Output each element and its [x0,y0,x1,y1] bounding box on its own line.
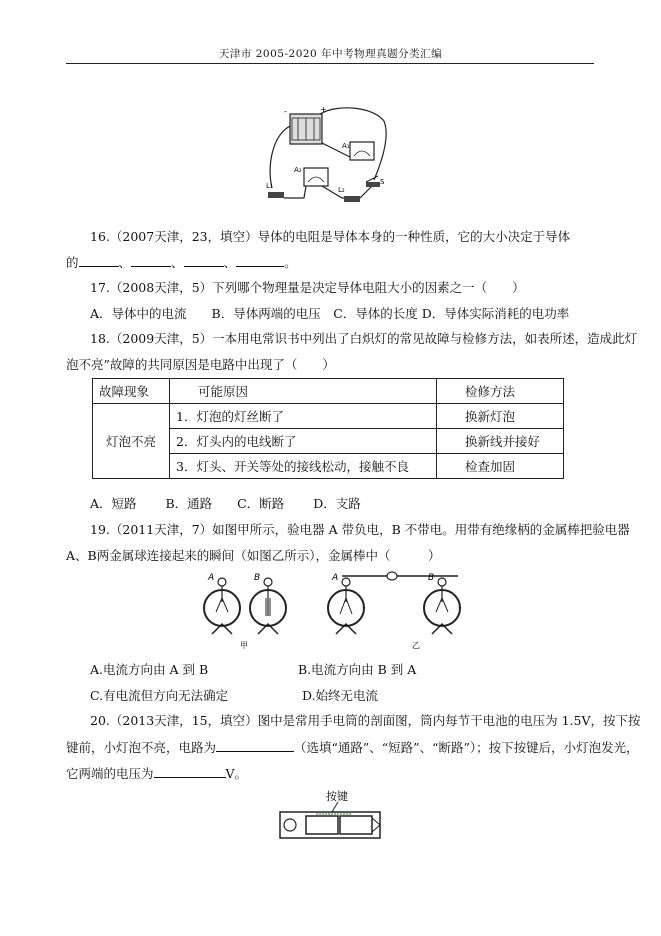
q19-line2: A、B两金属球连接起来的瞬间（如图乙所示），金属棒中（ ） [66,548,441,563]
table-cause-cell: 1．灯泡的灯丝断了 [170,404,437,429]
q16-prefix: 的 [66,255,79,270]
q16-end: 。 [284,255,297,270]
q16-line1: 16.（2007天津，23，填空）导体的电阻是导体本身的一种性质，它的大小决定于导体 [90,229,571,244]
label-b-yi: B [428,573,435,583]
spring-icon [372,818,380,832]
q19-option-a: A.电流方向由 A 到 B [90,662,209,677]
label-a-yi: A [332,573,339,583]
q16-sep-3: 、 [223,255,237,270]
q20-blank-voltage[interactable] [154,765,226,778]
q20-blank-circuit[interactable] [216,739,294,752]
bulb-l2-label: L₂ [338,186,345,194]
switch-s [366,182,380,187]
q18-options: A．短路 B．通路 C．断路 D．支路 [90,496,361,511]
fault-table [92,378,564,479]
bulb-l1-label: L₁ [266,182,273,190]
q17-stem: 17.（2008天津，5）下列哪个物理量是决定导体电阻大小的因素之一（ ） [90,280,525,295]
q19-option-d: D.始终无电流 [302,688,379,703]
wire [270,126,290,188]
table-cause-cell: 2．灯头内的电线断了 [170,429,437,454]
q16-line2 [66,254,297,271]
wire [360,186,372,198]
q20-line3-text: 它两端的电压为 [66,766,154,781]
wire [284,186,306,198]
q17-options: A．导体中的电流 B．导体两端的电压 C．导体的长度 D．导体实际消耗的电功率 [90,306,570,321]
q20-line3-unit: V。 [225,766,248,781]
electroscope-figure [196,568,464,652]
insulated-handle [387,572,397,580]
q20-line1: 20.（2013天津，15，填空）图中是常用手电筒的剖面图，筒内每节干电池的电压为 1.5V，按下按 [90,713,641,728]
q20-line3 [66,765,247,782]
bulb-icon [284,819,296,831]
q20-line2-rest: （选填“通路”、“短路”、“断路”）；按下按键后，小灯泡发光， [294,740,639,755]
table-header-row [93,379,564,404]
q18-line1: 18.（2009天津，5）一本用电常识书中列出了白炽灯的常见故障与检修方法，如表所述，造成此灯 [90,331,638,346]
electroscope-a-yi [328,578,364,634]
q16-blank-1[interactable] [79,254,119,267]
electroscope-b-jia [250,578,286,634]
label-yi: 乙 [412,641,420,650]
flashlight-figure [276,786,386,844]
battery-minus-label: - [284,107,287,116]
table-header-cell: 可能原因 [170,379,437,404]
ammeter-a1-label: A₁ [342,142,350,150]
q20-line2-text: 键前，小灯泡不亮，电路为 [66,740,217,755]
q19-option-b: B.电流方向由 B 到 A [298,662,417,677]
q16-blank-3[interactable] [184,254,224,267]
bulb-l1 [268,192,284,198]
battery-cell-1 [306,816,338,834]
electroscope-a-jia [204,578,240,634]
label-a-jia: A [208,573,215,583]
q16-blank-4[interactable] [236,254,284,267]
table-cause-cell: 3．灯头、开关等处的接线松动，接触不良 [170,454,437,479]
q16-sep-2: 、 [171,255,184,270]
button-pointer [332,802,338,812]
q16-sep-1: 、 [118,255,132,270]
table-fix-cell: 换新灯泡 [437,404,564,429]
bulb-l2 [344,196,360,202]
battery-cell-2 [340,816,372,834]
label-jia: 甲 [240,641,248,650]
q19-line1: 19.（2011天津，7）如图甲所示，验电器 A 带负电，B 不带电。用带有绝缘柄的金属棒把验电器 [90,522,630,537]
circuit-figure [262,106,390,212]
ammeter-a2-label: A₂ [294,166,302,174]
table-header-cell: 检修方法 [437,379,564,404]
button-label: 按键 [326,790,348,803]
table-row [93,404,564,429]
page-header: 天津市 2005-2020 年中考物理真题分类汇编 [218,48,443,60]
q19-option-c: C.有电流但方向无法确定 [90,688,229,703]
table-fix-cell: 检查加固 [437,454,564,479]
label-b-jia: B [254,573,261,583]
switch-lever [366,176,378,182]
q20-line2 [66,739,639,756]
battery-plus-label: + [320,106,327,114]
table-header-cell: 故障现象 [93,379,170,404]
table-fix-cell: 换新线并接好 [437,429,564,454]
table-symptom-cell: 灯泡不亮 [93,404,170,479]
electroscope-b-yi [424,578,460,634]
switch-s-label: S [380,178,385,186]
header-divider [66,63,594,64]
q16-blank-2[interactable] [131,254,171,267]
q18-line2: 泡不亮”故障的共同原因是电路中出现了（ ） [66,357,335,372]
